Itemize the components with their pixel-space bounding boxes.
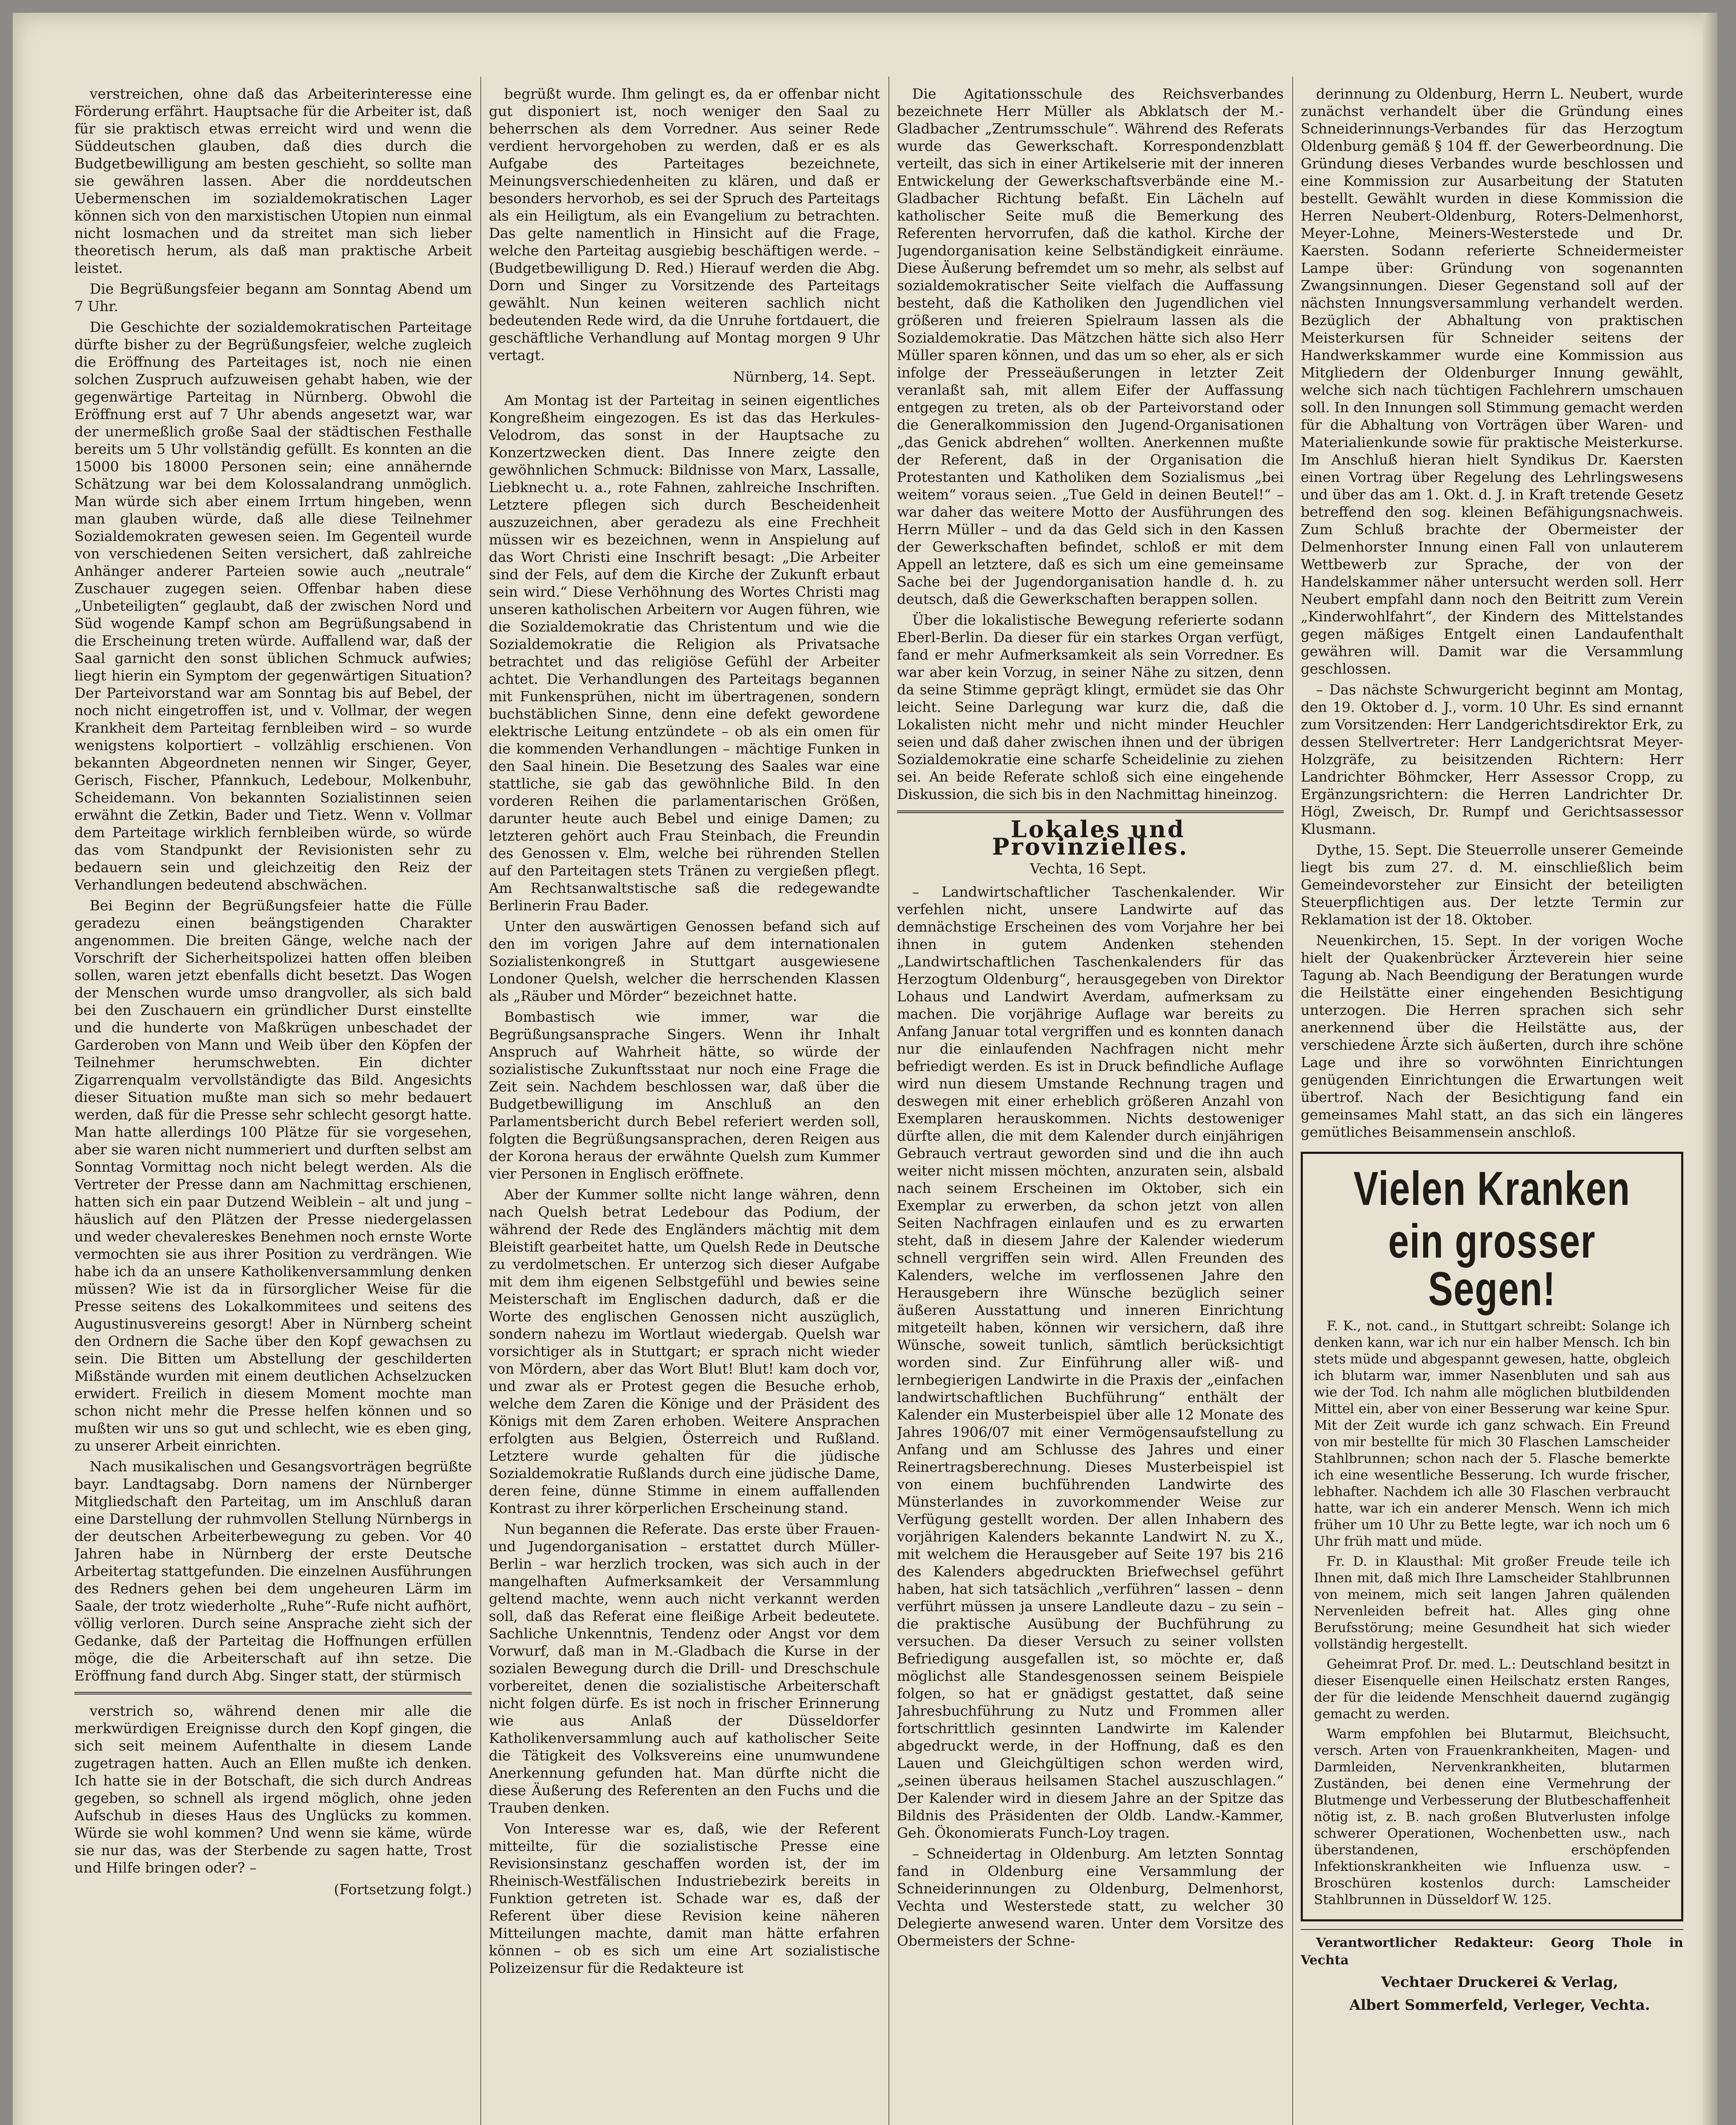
- article-paragraph: Dythe, 15. Sept. Die Steuerrolle unserer Gemeinde liegt bis zum 27. d. M. einschließlich beim Gemeindevorsteher zur Einsicht der beteiligten Steuerpflichtigen aus. Der letzte Termin zur Reklamation ist der 18. Oktober.: [1301, 842, 1683, 928]
- article-paragraph: Bombastisch wie immer, war die Begrüßungsansprache Singers. Wenn ihr Inhalt Anspruch auf Wahrheit hätte, so würde der sozialistische Zukunftsstaat nur noch eine Frage die Zeit sein. Nachdem beschlossen war, daß über die Budgetbewilligung im Anschluß an den Parlamentsbericht durch Bebel referiert werden soll, folgten die Begrüßungsansprachen, deren Reigen aus der Korona heraus der erwähnte Quelsh zum Kummer vier Personen in Englisch eröffnete.: [489, 1009, 880, 1182]
- column-divider: [1292, 76, 1293, 2125]
- article-paragraph: Nach musikalischen und Gesangsvorträgen begrüßte bayr. Landtagsabg. Dorn namens der Nürnberger Mitgliedschaft den Parteitag, um im Anschluß daran eine Darstellung der ruhmvollen Stellung Nürnbergs in der deutschen Arbeiterbewegung zu geben. Vor 40 Jahren habe in Nürnberg der erste Deutsche Arbeitertag stattgefunden. Die einzelnen Ausführungen des Redners gehen bei dem ungeheuren Lärm im Saale, der trotz wiederholte „Ruhe“-Rufe nicht aufhört, völlig verloren. Durch seine Ansprache zieht sich der Gedanke, daß der Parteitag die Hoffnungen erfüllen möge, die die Arbeiterschaft auf ihn setze. Die Eröffnung fand durch Abg. Singer statt, der stürmisch: [74, 1458, 472, 1684]
- page-edge: [1703, 13, 1717, 2125]
- ad-headline: Vielen Kranken: [1353, 1162, 1631, 1215]
- article-paragraph: – Das nächste Schwurgericht beginnt am Montag, den 19. Oktober d. J., vorm. 10 Uhr. Es sind ernannt zum Vorsitzenden: Herr Landgerichtsdirektor Erk, zu dessen Stellvertreter: Herr Landgerichtsrat Meyer-Holzgräfe, zu beisitzenden Richtern: Herr Landrichter Böhmcker, Herr Assessor Cropp, zu Ergänzungsrichtern: die Herren Landrichter Dr. Högl, Zweisch, Dr. Rumpf und Gerichtsassessor Klusmann.: [1301, 681, 1683, 837]
- publisher-line: Albert Sommerfeld, Verleger, Vechta.: [1349, 1997, 1650, 2014]
- ad-testimonial: Fr. D. in Klausthal: Mit großer Freude teile ich Ihnen mit, daß mich Ihre Lamscheider Stahlbrunnen von meinem, mich seit langen Jahren quälenden Nervenleiden befreit hat. Alles ging ohne Berufsstörung; meine Gesundheit hat sich wieder vollständig hergestellt.: [1314, 1554, 1670, 1652]
- ad-headline: ein grosser Segen!: [1388, 1215, 1596, 1315]
- column-divider: [888, 76, 889, 2125]
- article-paragraph: – Landwirtschaftlicher Taschenkalender. Wir verfehlen nicht, unsere Landwirte auf das demnächstige Erscheinen des vom Vorjahre her bei ihnen in gutem Andenken stehenden „Landwirtschaftlichen Taschenkalenders für das Herzogtum Oldenburg“, herausgegeben von Direktor Lohaus und Landwirt Averdam, aufmerksam zu machen. Die vorjährige Auflage war bereits zu Anfang Januar total vergriffen und es konnten danach nur die einlaufenden Nachfragen nicht mehr befriedigt werden. Es ist in Druck befindliche Auflage wird nun diesem Umstande Rechnung tragen und deswegen mit einer erheblich größeren Anzahl von Exemplaren herauskommen. Nichts destoweniger dürfte allen, die mit dem Kalender durch einjährigen Gebrauch vertraut geworden sind und die ihn auch weiter nicht missen möchten, anzuraten sein, alsbald nach seinem Erscheinen im Oktober, sich ein Exemplar zu erwerben, da schon jetzt von allen Seiten Nachfragen einlaufen und es zu erwarten steht, daß in diesem Jahre der Kalender wiederum schnell vergriffen sein wird. Allen Freunden des Kalenders, welche im verflossenen Jahre den Herausgebern ihre Wünsche bezüglich seiner äußeren Ausstattung und inneren Einrichtung mitgeteilt haben, können wir versichern, daß ihre Wünsche, soweit tunlich, sämtlich berücksichtigt worden sind. Zur Einführung aller wiß- und lernbegierigen Landwirte in die Praxis der „einfachen landwirtschaftlichen Buchführung“ enthält der Kalender ein Musterbeispiel über alle 12 Monate des Jahres 1906/07 mit einer Vermögensaufstellung zu Anfang und am Schlusse des Jahres und einer Reinertragsberechnung. Dieses Musterbeispiel ist von einem buchführenden Landwirte des Münsterlandes in zuvorkommender Weise zur Verfügung gestellt worden. Der allen Inhabern des vorjährigen Kalenders bekannte Landwirt N. zu X., mit welchem die Herausgeber auf Seite 197 bis 216 des Kalenders abgedruckten Briefwechsel geführt haben, hat sich tatsächlich „verführen“ lassen – denn verführt müssen ja unsere Landleute dazu – zu sein – die praktische Ausübung der Buchführung zu versuchen. Da dieser Versuch zu seiner vollsten Befriedigung ausgefallen ist, so möchte er, daß möglichst alle Standesgenossen seinem Beispiele folgen, so hat er gnädigst gestattet, daß seine Jahresbuchführung zu Nutz und Frommen aller fortschrittlich gesinnten Landwirte im Kalender abgedruckt werde, in der Hoffnung, daß es den Lauen und Gleichgültigen schon werden wird, „seinen überaus heilsamen Stachel auszuschlagen.“ Der Kalender wird in diesem Jahre an der Spitze das Bildnis des Präsidenten der Oldb. Landw.-Kammer, Geh. Ökonomierats Funch-Loy tragen.: [897, 884, 1284, 1841]
- article-paragraph: Am Montag ist der Parteitag in seinen eigentliches Kongreßheim eingezogen. Es ist das das Herkules-Velodrom, das sonst in der Hauptsache zu Konzertzwecken dient. Das Innere zeigte den gewöhnlichen Schmuck: Bildnisse von Marx, Lassalle, Liebknecht u. a., rote Fahnen, zahlreiche Inschriften. Letztere pflegen sich durch Bescheidenheit auszuzeichnen, aber geradezu als eine Frechheit müssen wir es bezeichnen, wenn in Anspielung auf das Wort Christi eine Inschrift besagt: „Die Arbeiter sind der Fels, auf dem die Kirche der Zukunft erbaut sein wird.“ Diese Verhöhnung des Wortes Christi mag unseren katholischen Arbeitern vor Augen führen, wie die Sozialdemokratie das Christentum und wie die Sozialdemokratie die Religion als Privatsache betrachtet und das religiöse Gefühl der Arbeiter achtet. Die Verhandlungen des Parteitags begannen mit Funkensprühen, nicht im übertragenen, sondern buchstäblichen Sinne, denn eine defekt gewordene elektrische Leitung entzündete – ob als ein omen für die kommenden Verhandlungen – mächtige Funken in den Saal hinein. Die Besetzung des Saales war eine stattliche, sie gab das gewöhnliche Bild. In den vorderen Reihen die parlamentarischen Größen, darunter heute auch Bebel und einige Damen; zu letzteren gehört auch Frau Steinbach, die Freundin des Genossen v. Elm, welche bei rührenden Stellen auf den Parteitagen stets Tränen zu vergießen pflegt. Am Rechtsanwaltstische saß die redegewandte Berlinerin Frau Bader.: [489, 392, 880, 914]
- article-paragraph: Über die lokalistische Bewegung referierte sodann Eberl-Berlin. Da dieser für ein starkes Organ verfügt, fand er mehr Aufmerksamkeit als sein Vorredner. Es war aber kein Vorzug, in seiner Nähe zu sitzen, denn da seine Stimme geprägt klingt, ermüdet sie das Ohr leicht. Seine Darlegung war kurz die, daß die Lokalisten nicht mehr und nicht minder Heuchler seien und daß daher zwischen ihnen und der übrigen Sozialdemokratie eine scharfe Scheidelinie zu ziehen sei. An beide Referate schloß sich eine eingehende Diskussion, die sich bis in den Nachmittag hineinzog.: [897, 612, 1284, 802]
- column-1: [74, 85, 472, 2125]
- article-paragraph: begrüßt wurde. Ihm gelingt es, da er offenbar nicht gut disponiert ist, noch weniger den Saal zu beherrschen als dem Vorredner. Aus seiner Rede verdient hervorgehoben zu werden, daß er es als Aufgabe des Parteitages bezeichnete, Meinungsverschiedenheiten zu klären, und daß er besonders hervorhob, es sei der Spruch des Parteitags als ein Heiligtum, als ein Evangelium zu betrachten. Das gelte namentlich in Hinsicht auf die Frage, welche den Parteitag ausgiebig beschäftigen werde. – (Budgetbewilligung D. Red.) Hierauf werden die Abg. Dorn und Singer zu Vorsitzende des Parteitags gewählt. Nun keinen weiteren sachlich nicht bedeutenden Rede wird, da die Unruhe fortdauert, die geschäftliche Verhandlung auf Montag morgen 9 Uhr vertagt.: [489, 85, 880, 363]
- newspaper-page: [13, 13, 1717, 2125]
- article-paragraph: derinnung zu Oldenburg, Herrn L. Neubert, wurde zunächst verhandelt über die Gründung eines Schneiderinnungs-Verbandes für das Herzogtum Oldenburg gemäß § 104 ff. der Gewerbeordnung. Die Gründung dieses Verbandes wurde beschlossen und eine Kommission zur Ausarbeitung der Statuten bestellt. Gewählt wurden in diese Kommission die Herren Neubert-Oldenburg, Roters-Delmenhorst, Meyer-Lohne, Meiners-Westerstede und Dr. Kaersten. Sodann referierte Schneidermeister Lampe über: Gründung von sogenannten Zwangsinnungen. Dieser Gegenstand soll auf der nächsten Innungsversammlung verhandelt werden. Bezüglich der Abhaltung von praktischen Meisterkursen für Schneider seitens der Handwerkskammer wurde eine Kommission aus Mitgliedern der Oldenburger Innung gewählt, welche sich nach tüchtigen Fachlehrern umschauen soll. In den Innungen soll Stimmung gemacht werden für die Abhaltung von Vorträgen über Waren- und Materialienkunde sowie für praktische Meisterkurse. Im Anschluß hieran hielt Syndikus Dr. Kaersten einen Vortrag über Regelung des Lehrlingswesens und über das am 1. Okt. d. J. in Kraft tretende Gesetz betreffend den sog. kleinen Befähigungsnachweis. Zum Schluß brachte der Obermeister der Delmenhorster Innung einen Fall von unlauterem Wettbewerb zur Sprache, der von der Handelskammer näher untersucht werden soll. Herr Neubert empfahl dann noch den Beitritt zum Verein „Kinderwohlfahrt“, der Kindern des Mittelstandes gegen mäßiges Entgelt einen Landaufenthalt gewähren will. Damit war die Versammlung geschlossen.: [1301, 85, 1683, 677]
- dateline: Vechta, 16 Sept.: [1030, 860, 1146, 877]
- column-3: [897, 85, 1284, 2125]
- article-paragraph: Neuenkirchen, 15. Sept. In der vorigen Woche hielt der Quakenbrücker Ärzteverein hier seine Tagung ab. Nach Beendigung der Beratungen wurde die Heilstätte einer eingehenden Besichtigung unterzogen. Die Herren sprachen sich sehr anerkennend über die Heilstätte aus, der verschiedene Ärzte sich äußerten, durch ihre schöne Lage und ihre so vorwöhnten Einrichtungen genügenden Einrichtungen die Erwartungen weit übertrof. Nach der Besichtigung fand ein gemeinsames Mahl statt, an das sich ein längeres gemütliches Beisammensein anschloß.: [1301, 932, 1683, 1140]
- article-paragraph: verstreichen, ohne daß das Arbeiterinteresse eine Förderung erfährt. Hauptsache für die Arbeiter ist, daß für sie praktisch etwas erreicht wird und wenn die Süddeutschen glauben, daß dies durch die Budgetbewilligung am besten geschieht, so sollte man sie gewähren lassen. Aber die norddeutschen Uebermenschen im sozialdemokratischen Lager können sich von den marxistischen Utopien nun einmal nicht losmachen und da streitet man sich lieber theoretisch herum, als daß man praktische Arbeit leistet.: [74, 85, 472, 276]
- section-rule: [897, 810, 1284, 813]
- article-paragraph: Aber der Kummer sollte nicht lange währen, denn nach Quelsh betrat Ledebour das Podium, der während der Rede des Engländers mächtig mit dem Bleistift gearbeitet hatte, um Quelsh Rede in Deutsche zu verdolmetschen. Er unterzog sich dieser Aufgabe mit dem ihm eigenen Selbstgefühl und bewies seine Meisterschaft im Englischen dadurch, daß er die Worte des englischen Genossen nicht auszüglich, sondern nahezu im Wortlaut wiedergab. Quelsh war vorsichtiger als in Stuttgart; er sprach nicht wieder von Mördern, aber das Wort Blut! Blut! kam doch vor, und zwar als er Protest gegen die Besuche erhob, welche dem Zaren die Könige und der Präsident des Königs mit dem Zaren erhoben. Weitere Ansprachen erfolgten aus Belgien, Österreich und Rußland. Letztere wurde gehalten für die jüdische Sozialdemokratie Rußlands durch eine jüdische Dame, deren feine, dünne Stimme in einem auffallenden Kontrast zu ihrer körperlichen Erscheinung stand.: [489, 1186, 880, 1516]
- article-paragraph: Von Interesse war es, daß, wie der Referent mitteilte, für die sozialistische Presse eine Revisionsinstanz geschaffen worden ist, der im Rheinisch-Westfälischen Industriebezirk bereits in Funktion getreten ist. Schade war es, daß der Referent über diese Revision keine näheren Mitteilungen machte, damit man hätte erfahren können – ob es sich um eine Art sozialistische Polizeizensur für die Redakteure ist: [489, 1820, 880, 1976]
- column-2: [489, 85, 880, 2125]
- serial-paragraph: verstrich so, während denen mir alle die merkwürdigen Ereignisse durch den Kopf gingen, die sich seit meinem Aufenthalte in diesem Lande zugetragen hatten. Auch an Ellen mußte ich denken. Ich hatte sie in der Botschaft, die sich durch Andreas gegeben, so schnell als irgend möglich, ohne jeden Aufschub in dieses Haus des Unglücks zu kommen. Würde sie wohl kommen? Und wenn sie käme, würde sie nur das, was der Sterbende zu sagen hatte, Trost und Hilfe bringen oder? –: [74, 1703, 472, 1876]
- dateline: Nürnberg, 14. Sept.: [733, 368, 876, 385]
- article-paragraph: Die Geschichte der sozialdemokratischen Parteitage dürfte bisher zu der Begrüßungsfeier, welche zugleich die Eröffnung des Parteitages ist, noch nie einen solchen Zuspruch aufzuweisen gehabt haben, wie der gegenwärtige Parteitag in Nürnberg. Obwohl die Eröffnung erst auf 7 Uhr abends angesetzt war, war der unermeßlich große Saal der städtischen Festhalle bereits um 5 Uhr vollständig gefüllt. Es konnten an die 15000 bis 18000 Personen sein; eine annähernde Schätzung war bei dem Kolossalandrang unmöglich. Man würde sich aber einem Irrtum hingeben, wenn man glauben würde, daß alle diese Teilnehmer Sozialdemokraten gewesen seien. Im Gegenteil wurde von verschiedenen Seiten versichert, daß zahlreiche Anhänger anderer Parteien sowie auch „neutrale“ Zuschauer zugegen seien. Offenbar haben diese „Unbeteiligten“ geglaubt, daß der zwischen Nord und Süd wogende Kampf schon am Begrüßungsabend in die Erscheinung treten würde. Auffallend war, daß der Saal garnicht den sonst üblichen Schmuck aufwies; liegt hierin ein Symptom der gegenwärtigen Situation? Der Parteivorstand war am Sonntag bis auf Bebel, der noch nicht eingetroffen ist, und v. Vollmar, der wegen Krankheit dem Parteitag fernbleiben wird – so wurde wenigstens kolportiert – vollzählig erschienen. Von bekannten Abgeordneten nennen wir Singer, Geyer, Gerisch, Fischer, Pfannkuch, Ledebour, Molkenbuhr, Scheidemann. Von bekannten Sozialistinnen seien erwähnt die Zetkin, Bader und Tietz. Wenn v. Vollmar dem Parteitage wirklich fernbleiben würde, so würde das vom Standpunkt der Revisionisten sehr zu bedauern sein und gleichzeitig den Reiz der Verhandlungen bedeutend abschwächen.: [74, 319, 472, 893]
- article-paragraph: Die Agitationsschule des Reichsverbandes bezeichnete Herr Müller als Abklatsch der M.-Gladbacher „Zentrumsschule“. Während des Referats wurde das Gewerkschaft. Korrespondenzblatt verteilt, das sich in einer Artikelserie mit der inneren Entwickelung der Gewerkschaftsverbände eine M.-Gladbacher Richtung befaßt. Ein Lächeln auf katholischer Seite muß die Bemerkung des Referenten hervorrufen, daß die kathol. Kirche der Jugendorganisation keine Selbständigkeit einräume. Diese Äußerung befremdet um so mehr, als selbst auf sozialdemokratischer Seite vielfach die Auffassung besteht, daß die Katholiken den Jugendlichen viel größeren und freieren Spielraum lassen als die Sozialdemokratie. Das Mätzchen hätte sich also Herr Müller sparen können, und das um so eher, als er sich infolge der Presseäußerungen in letzter Zeit veranlaßt sah, mit allem Eifer der Auffassung entgegen zu treten, als ob der Parteivorstand oder die Generalkommission den Jugend-Organisationen „das Genick abdrehen“ wollten. Anerkennen mußte der Referent, daß in der Organisation die Protestanten und Katholiken dem Sozialismus „bei weitem“ voraus seien. „Tue Geld in deinen Beutel!“ – war daher das weitere Motto der Ausführungen des Herrn Müller – und da das Geld sich in den Kassen der Gewerkschaften befindet, schloß er mit dem Appell an letztere, daß es sich um eine gemeinsame Sache bei der Jugendorganisation handle d. h. zu deutsch, daß die Gewerkschaften berappen sollen.: [897, 85, 1284, 607]
- ad-body: Warm empfohlen bei Blutarmut, Bleichsucht, versch. Arten von Frauenkrankheiten, Magen- und Darmleiden, Nervenkrankheiten, blutarmen Zuständen, bei denen eine Vermehrung der Blutmenge und Verbesserung der Blutbeschaffenheit nötig ist, z. B. nach großen Blutverlusten infolge schwerer Operationen, Wochenbetten usw., nach überstandenen, erschöpfenden Infektionskrankheiten wie Influenza usw. – Broschüren kostenlos durch: Lamscheider Stahlbrunnen in Düsseldorf W. 125.: [1314, 1726, 1670, 1907]
- column-4: [1301, 85, 1683, 2125]
- continued-note: (Fortsetzung folgt.): [334, 1881, 472, 1898]
- section-heading: Lokales und Provinzielles.: [992, 816, 1189, 860]
- column-divider: [480, 76, 481, 2125]
- section-rule: [74, 1692, 472, 1694]
- ad-testimonial: Geheimrat Prof. Dr. med. L.: Deutschland besitzt in dieser Eisenquelle einen Heilschatz ersten Ranges, der für die leidende Menschheit dauernd zugängig gemacht zu werden.: [1314, 1657, 1670, 1722]
- ad-testimonial: F. K., not. cand., in Stuttgart schreibt: Solange ich denken kann, war ich nur ein halber Mensch. Ich bin stets müde und abgespannt gewesen, hatte, obgleich ich blutarm war, immer Nasenbluten und sah aus wie der Tod. Ich nahm alle möglichen blutbildenden Mittel ein, aber von einer Besserung war keine Spur. Mit der Zeit wurde ich ganz schwach. Ein Freund von mir bestellte für mich 30 Flaschen Lamscheider Stahlbrunnen; schon nach der 5. Flasche bemerkte ich eine wesentliche Besserung. Ich wurde frischer, lebhafter. Nachdem ich alle 30 Flaschen verbraucht hatte, war ich ein anderer Mensch. Wenn ich mich früher um 10 Uhr zu Bette legte, war ich noch um 6 Uhr früh matt und müde.: [1314, 1318, 1670, 1549]
- article-paragraph: Nun begannen die Referate. Das erste über Frauen- und Jugendorganisation – erstattet durch Müller-Berlin – war herzlich trocken, was sich auch in der mangelhaften Aufmerksamkeit der Versammlung geltend machte, wenn auch nicht verkannt werden soll, daß das Referat eine fleißige Arbeit bedeutete. Sachliche Unkenntnis, Tendenz oder Angst vor dem Vorwurf, daß man in M.-Gladbach die Kurse in der sozialen Bewegung durch die Drill- und Dreschschule vorbereitet, denen die sozialistische Arbeiterschaft nicht folgen dürfe. Es ist noch in frischer Erinnerung wie aus Anlaß der Düsseldorfer Katholikenversammlung auch auf katholischer Seite die Tätigkeit des Volksvereins eine unumwundene Anerkennung gefunden hat. Man dürfte nicht die diese Äußerung des Referenten an den Fuchs und die Trauben denken.: [489, 1521, 880, 1816]
- article-paragraph: Bei Beginn der Begrüßungsfeier hatte die Fülle geradezu einen beängstigenden Charakter angenommen. Die breiten Gänge, welche nach der Vorschrift der Sicherheitspolizei hatten offen bleiben sollen, waren jetzt ebenfalls dicht besetzt. Das Wogen der Menschen wurde umso drangvoller, als sich bald bei den Zuschauern ein gründlicher Durst einstellte und die hunderte von Maßkrügen unbeschadet der Garderoben von Mann und Weib über den Köpfen der Teilnehmer herumschwebten. Ein dichter Zigarrenqualm vervollständigte das Bild. Angesichts dieser Situation mußte man sich so mehr bedauert werden, daß für die Presse sehr schlecht gesorgt hatte. Man hatte allerdings 100 Plätze für sie vorgesehen, aber sie waren nicht nummeriert und durften selbst am Sonntag Vormittag noch nicht belegt werden. Als die Vertreter der Presse dann am Nachmittag erschienen, hatten sich ein paar Dutzend Weiblein – alt und jung – häuslich auf den Plätzen der Presse niedergelassen und weder chevalereskes Benehmen noch ernste Worte vermochten sie aus ihrer Position zu verdrängen. Wie habe ich da an unsere Katholikenversammlung denken müssen? Wie ist da in fürsorglicher Weise für die Presse seitens des Lokalkommitees und seitens des Augustinusvereins gesorgt! Aber in Nürnberg scheint den Ordnern die Sache über den Kopf gewachsen zu sein. Die Bitten um Abstellung der geschilderten Mißstände wurden mit einem deutlichen Achselzucken erwidert. Freilich in diesem Moment mochte man schon nicht mehr die Presse helfen können und so mußten wir uns so gut und schlecht, wie es eben ging, zu unserer Arbeit einrichten.: [74, 897, 472, 1454]
- article-paragraph: Die Begrüßungsfeier begann am Sonntag Abend um 7 Uhr.: [74, 280, 472, 314]
- advertisement: [1301, 1152, 1683, 1921]
- article-paragraph: Unter den auswärtigen Genossen befand sich auf den im vorigen Jahre auf dem internationalen Sozialistenkongreß in Stuttgart ausgewiesene Londoner Quelsh, welcher die herrschenden Klassen als „Räuber und Mörder“ bezeichnet hatte.: [489, 918, 880, 1004]
- publisher-line: Vechtaer Druckerei & Verlag,: [1381, 1974, 1618, 1991]
- article-paragraph: – Schneidertag in Oldenburg. Am letzten Sonntag fand in Oldenburg eine Versammlung der Schneiderinnungen zu Oldenburg, Delmenhorst, Vechta und Westerstede statt, zu welcher 30 Delegierte anwesend waren. Unter dem Vorsitze des Obermeisters der Schne-: [897, 1845, 1284, 1949]
- editor-imprint: Verantwortlicher Redakteur: Georg Thole in Vechta: [1301, 1929, 1683, 1969]
